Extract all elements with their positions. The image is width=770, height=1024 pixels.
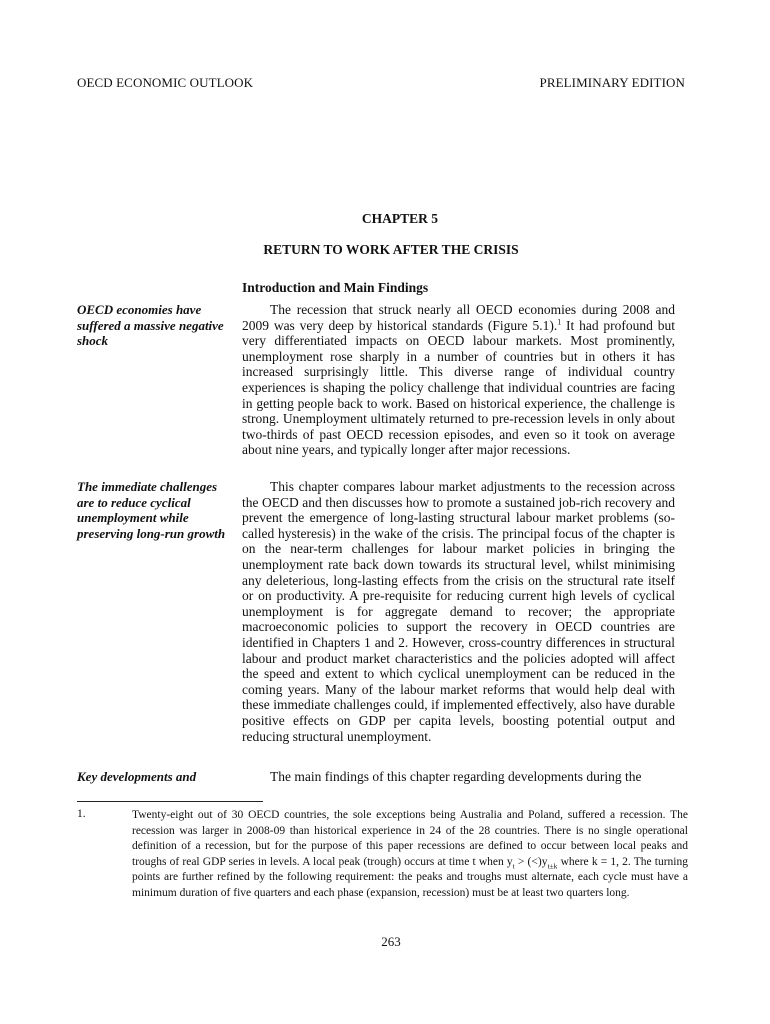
page-number: 263 <box>381 934 401 949</box>
footnote-ref-1: 1 <box>557 317 562 327</box>
paragraph-recession <box>242 302 675 458</box>
chapter-title: RETURN TO WORK AFTER THE CRISIS <box>263 242 519 257</box>
footnote-sub-t: t <box>512 860 515 870</box>
footnote-sub-tk: t±k <box>547 860 558 870</box>
paragraph-chapter-overview: This chapter compares labour market adjustments to the recession across the OECD and then discusses how to promote a sustained job-rich recovery and prevent the emergence of long-lasting structural labour market problems (so-called hysteresis) in the wake of the crisis. The principal focus of the chapter is on the near-term challenges for labour market policies in bringing the unemployment rate back down towards its structural level, whilst minimising any deleterious, long-lasting effects from the crisis on the structural rate itself or on productivity. A pre-requisite for reducing current high levels of cyclical unemployment is for aggregate demand to recover; the appropriate macroeconomic policies to support the recovery in OECD countries are identified in Chapters 1 and 2. However, cross-country differences in structural labour and product market characteristics and the policies adopted will affect the speed and extent to which cyclical unemployment can be reduced in the coming years. Many of the labour market reforms that would help deal with these immediate challenges could, if implemented effectively, also have durable positive effects on GDP per capita levels, boosting potential output and reducing structural unemployment. <box>242 479 675 744</box>
section-heading: Introduction and Main Findings <box>242 280 429 295</box>
margin-note-challenges: The immediate challenges are to reduce cyclical unemployment while preserving long-run growth <box>77 479 226 541</box>
footnote-divider <box>77 801 263 802</box>
margin-note-key-developments: Key developments and <box>77 769 197 784</box>
running-header-right: PRELIMINARY EDITION <box>539 75 685 90</box>
footnote-text-c: where k = 1, 2. The turning points are further refined by the following requirement: the peaks and troughs must alternate, each cycle must have a minimum duration of five quarters and each phase (expansion, recession) must be at least two quarters long. <box>132 855 688 899</box>
margin-note-shock: OECD economies have suffered a massive negative shock <box>77 302 224 349</box>
footnote-text-a: Twenty-eight out of 30 OECD countries, the sole exceptions being Australia and Poland, suffered a recession. The recession was larger in 2008-09 than historical experience in 24 of the 28 countries. There is no single operational definition of a recession, but for the purpose of this paper recessions are defined to occur between local peaks and troughs of real GDP series in levels. A local peak (trough) occurs at time t when y <box>132 809 688 868</box>
paragraph-recession-text-b: It had profound but very differentiated impacts on OECD labour markets. Most prominently, unemployment rose sharply in a number of countries but in others it has increased surprisingly little. This diverse range of individual country experiences is shaping the policy challenge that individual countries are facing in getting people back to work. Based on historical experience, the challenge is strong. Unemployment ultimately returned to pre-recession levels in only about two-thirds of past OECD recession episodes, and even so it took on average about nine years, and typically longer after major recessions. <box>242 317 675 458</box>
running-header-left: OECD ECONOMIC OUTLOOK <box>77 75 254 90</box>
paragraph-recession-text-a: The recession that struck nearly all OECD economies during 2008 and 2009 was very deep by historical standards (Figure 5.1). <box>242 302 675 333</box>
footnote-text <box>132 808 688 901</box>
footnote-number: 1. <box>77 808 86 820</box>
chapter-label: CHAPTER 5 <box>361 211 439 226</box>
footnote-text-b: > (<)y <box>514 855 548 868</box>
paragraph-main-findings: The main findings of this chapter regarding developments during the <box>270 769 642 784</box>
